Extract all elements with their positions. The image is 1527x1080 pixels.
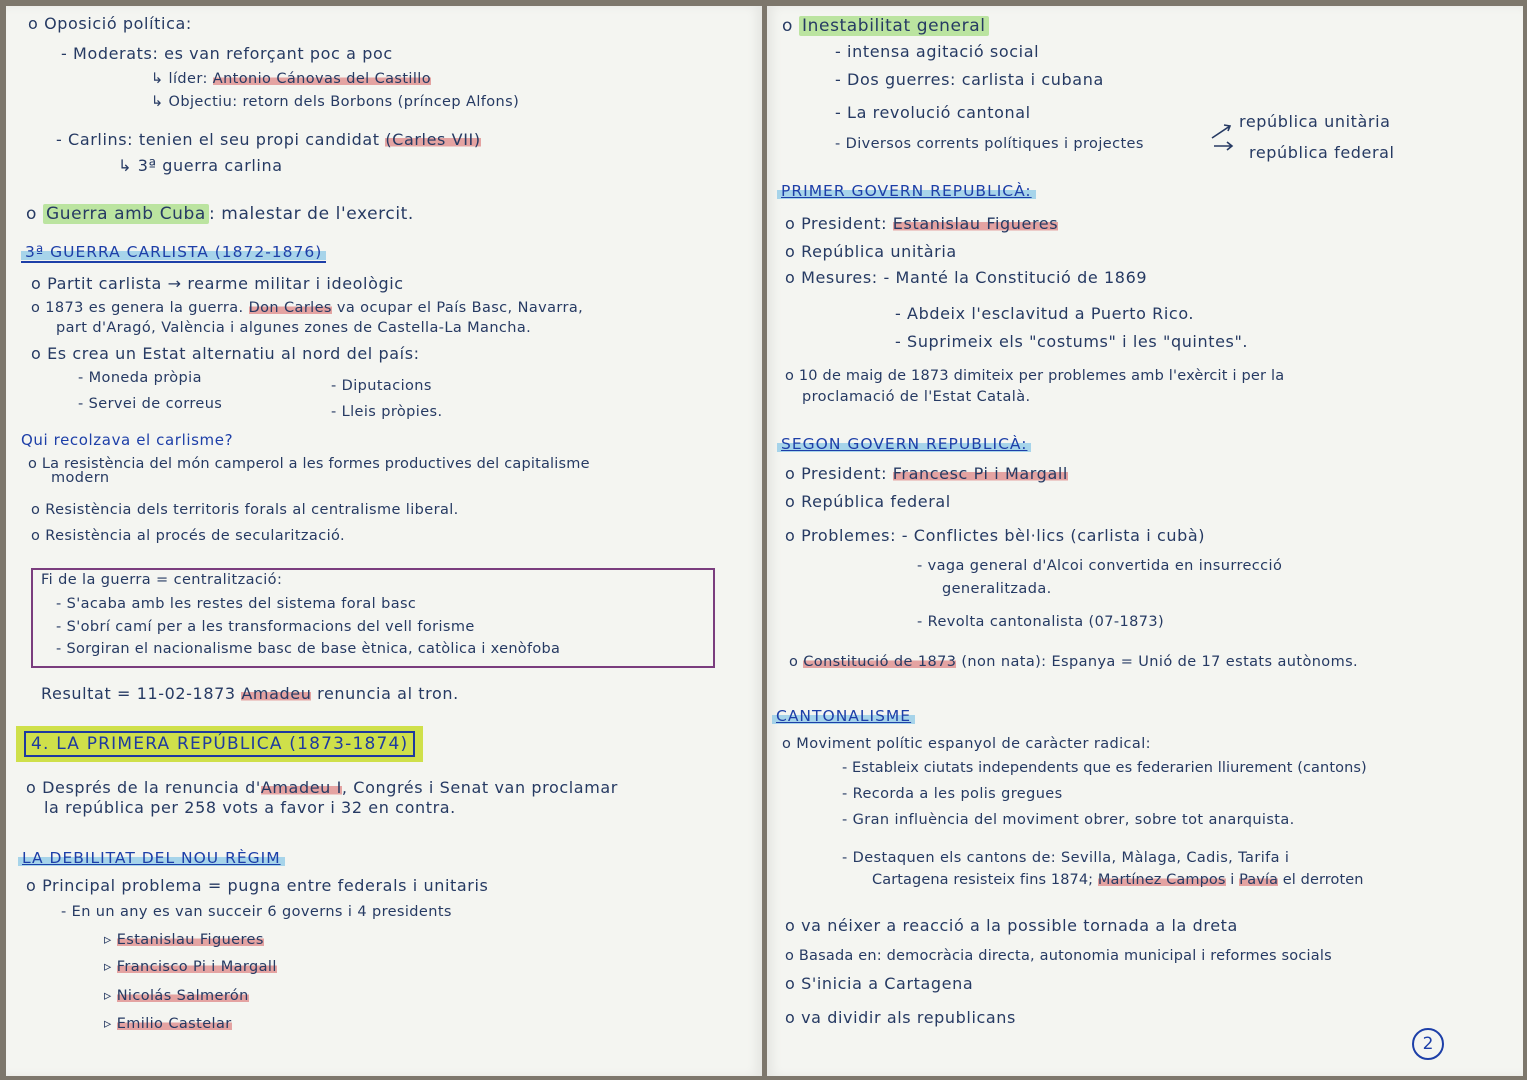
line-dividir-republicans: o va dividir als republicans [785, 1008, 1016, 1027]
line-principal-problema: o Principal problema = pugna entre federals i unitaris [26, 876, 489, 895]
left-notebook-page [6, 6, 762, 1076]
line-polis-gregues: - Recorda a les polis gregues [842, 786, 1063, 802]
line-partit-carlista: o Partit carlista → rearme militar i ideològic [31, 274, 404, 293]
line-reaccio-dreta: o va néixer a reacció a la possible tornada a la dreta [785, 916, 1238, 935]
line-president-figueres: o President: Estanislau Figueres [785, 214, 1059, 233]
line-sistema-foral: - S'acaba amb les restes del sistema foral basc [56, 596, 417, 612]
line-quintes: - Suprimeix els "costums" i les "quintes". [895, 332, 1249, 351]
line-cantons: - Destaquen els cantons de: Sevilla, Màlaga, Cadis, Tarifa i [842, 850, 1290, 866]
president-item-2: ▹ Francisco Pi i Margall [104, 959, 277, 975]
heading-tercera-guerra-carlista: 3ª GUERRA CARLISTA (1872-1876) [21, 242, 326, 262]
line-revolta-cantonalista: - Revolta cantonalista (07-1873) [917, 614, 1165, 630]
line-governs: - En un any es van succeir 6 governs i 4 presidents [61, 904, 452, 920]
line-constitucio-1873: o Constitució de 1873 (non nata): Espanya = Unió de 17 estats autònoms. [789, 654, 1359, 670]
line-modern: modern [51, 470, 110, 486]
line-cartagena-resisteix: Cartagena resisteix fins 1874; Martínez Campos i Pavía el derroten [872, 872, 1364, 888]
line-dos-guerres: - Dos guerres: carlista i cubana [835, 70, 1104, 89]
line-moviment-politic: o Moviment polític espanyol de caràcter radical: [782, 736, 1151, 752]
line-carlins: - Carlins: tenien el seu propi candidat (Carles VII) [56, 130, 481, 149]
line-arago: part d'Aragó, València i algunes zones de Castella-La Mancha. [56, 320, 532, 336]
line-moneda: - Moneda pròpia [78, 370, 202, 386]
line-resultat: Resultat = 11-02-1873 Amadeu renuncia al tron. [41, 684, 459, 703]
line-estat-alternatiu: o Es crea un Estat alternatiu al nord del país: [31, 344, 420, 363]
line-territoris-forals: o Resistència dels territoris forals al centralisme liberal. [31, 502, 459, 518]
line-problemes: o Problemes: - Conflictes bèl·lics (carlista i cubà) [785, 526, 1206, 545]
line-fi-guerra: Fi de la guerra = centralització: [41, 572, 283, 588]
line-mon-camperol: o La resistència del món camperol a les formes productives del capitalisme [28, 456, 590, 472]
heading-primer-govern: PRIMER GOVERN REPUBLICÀ: [777, 181, 1036, 201]
line-sinicia-cartagena: o S'inicia a Cartagena [785, 974, 974, 993]
line-corrents: - Diversos corrents polítiques i projectes [835, 136, 1144, 152]
president-item-4: ▹ Emilio Castelar [104, 1016, 232, 1032]
line-guerra-cuba: o Guerra amb Cuba : malestar de l'exercit. [26, 204, 414, 224]
line-moderats: - Moderats: es van reforçant poc a poc [61, 44, 393, 63]
line-generalitzada: generalitzada. [942, 581, 1052, 597]
line-correus: - Servei de correus [78, 396, 223, 412]
right-notebook-page [767, 6, 1523, 1076]
heading-debilitat-regim: LA DEBILITAT DEL NOU RÈGIM [18, 848, 285, 868]
line-republica-federal: república federal [1249, 143, 1395, 162]
line-guerra-carlina: ↳ 3ª guerra carlina [118, 156, 283, 175]
line-moviment-obrer: - Gran influència del moviment obrer, sobre tot anarquista. [842, 812, 1295, 828]
line-esclavitud: - Abdeix l'esclavitud a Puerto Rico. [895, 304, 1195, 323]
line-agitacio: - intensa agitació social [835, 42, 1040, 61]
president-item-1: ▹ Estanislau Figueres [104, 932, 264, 948]
line-10-maig: o 10 de maig de 1873 dimiteix per problemes amb l'exèrcit i per la [785, 368, 1285, 384]
line-forisme: - S'obrí camí per a les transformacions del vell forisme [56, 619, 475, 635]
line-president-pi: o President: Francesc Pi i Margall [785, 464, 1068, 483]
heading-segon-govern: SEGON GOVERN REPUBLICÀ: [777, 434, 1031, 454]
line-vaga-alcoi: - vaga general d'Alcoi convertida en insurrecció [917, 558, 1283, 574]
split-arrow-icon [1210, 118, 1240, 152]
page-number: 2 [1412, 1028, 1444, 1060]
line-qui-recolzava: Qui recolzava el carlisme? [21, 431, 234, 449]
line-republica-unitaria: república unitària [1239, 112, 1391, 131]
line-renuncia-amadeu: o Després de la renuncia d'Amadeu I, Congrés i Senat van proclamar [26, 778, 618, 797]
line-republica-unitaria-item: o República unitària [785, 242, 957, 261]
line-democracia-directa: o Basada en: democràcia directa, autonomia municipal i reformes socials [785, 948, 1332, 964]
line-diputacions: - Diputacions [331, 378, 432, 394]
line-lleis: - Lleis pròpies. [331, 404, 443, 420]
line-estat-catala: proclamació de l'Estat Català. [802, 389, 1031, 405]
line-ciutats-independents: - Estableix ciutats independents que es federarien lliurement (cantons) [842, 760, 1367, 776]
line-secularitzacio: o Resistència al procés de secularització. [31, 528, 346, 544]
line-vots: la república per 258 vots a favor i 32 en contra. [44, 798, 456, 817]
heading-cantonalisme: CANTONALISME [772, 706, 915, 726]
line-nacionalisme-basc: - Sorgiran el nacionalisme basc de base ètnica, catòlica i xenòfoba [56, 641, 561, 657]
line-republica-federal-item: o República federal [785, 492, 951, 511]
line-mesures: o Mesures: - Manté la Constitució de 1869 [785, 268, 1148, 287]
line-1873-guerra: o 1873 es genera la guerra. Don Carles va ocupar el País Basc, Navarra, [31, 300, 584, 316]
line-inestabilitat: o Inestabilitat general [782, 16, 989, 36]
line-lider: ↳ líder: Antonio Cánovas del Castillo [151, 71, 431, 87]
line-objectiu: ↳ Objectiu: retorn dels Borbons (príncep Alfons) [151, 94, 520, 110]
heading-primera-republica: 4. LA PRIMERA REPÚBLICA (1873-1874) [16, 726, 423, 762]
line-oposicio: o Oposició política: [28, 14, 192, 33]
line-revolucio-cantonal: - La revolució cantonal [835, 103, 1031, 122]
president-item-3: ▹ Nicolás Salmerón [104, 988, 249, 1004]
